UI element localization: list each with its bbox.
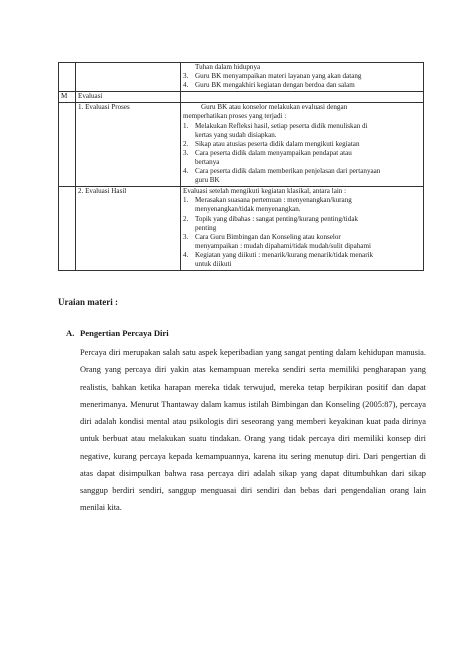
list-item	[183, 215, 421, 233]
list-item-text: Topik yang dibahas : sangat penting/kurang penting/tidak penting	[195, 214, 359, 232]
closing-steps-cell	[181, 63, 424, 92]
evaluasi-proses-cell	[181, 103, 424, 187]
row-label: 2. Evaluasi Hasil	[78, 187, 127, 196]
list-item	[183, 122, 421, 140]
list-item	[183, 196, 421, 214]
table-row	[59, 103, 424, 187]
list-item-text: Guru BK mengakhiri kegiatan dengan berdoa dan salam	[195, 81, 355, 90]
list-item-text: Sikap atau atusias peserta didik dalam mengikuti kegiatan	[195, 139, 360, 148]
table-row	[59, 63, 424, 92]
section-title: Evaluasi	[76, 92, 181, 103]
list-item-text: Guru BK menyampaikan materi layanan yang akan datang	[195, 72, 362, 81]
list-item	[183, 233, 421, 251]
table-cell	[59, 103, 76, 187]
table-row	[59, 92, 424, 103]
list-number: 1.	[183, 121, 189, 130]
uraian-materi-heading: Uraian materi :	[58, 297, 118, 307]
list-item-text: Cara peserta didik dalam menyampaikan pendapat atau bertanya	[195, 148, 352, 166]
list-number: 2.	[183, 214, 189, 223]
body-paragraph: Percaya diri merupakan salah satu aspek keperibadian yang sangat penting dalam kehidupan manusia. Orang yang percaya diri yakin atas kemampuan mereka sendiri serta memiliki pengharapan yang realistis, bahkan ketika harapan mereka tidak terwujud, mereka tetap berpikiran positif dan dapat menerimanya. Menurut Thantaway dalam kamus istilah Bimbingan dan Konseling (2005:87), percaya diri adalah kondisi mental atau psikologis diri seseorang yang memberi keyakinan kuat pada dirinya untuk berbuat atau melakukan suatu tindakan. Orang yang tidak percaya diri memiliki konsep diri negative, kurang percaya kepada kemampuannya, karena itu sering menutup diri. Dari pengertian di atas dapat disimpulkan bahwa rasa percaya diri adalah sikap yang dapat ditumbuhkan dari sikap sanggup berdiri sendiri, sanggup menguasai diri sendiri dan bebas dari pengendalian orang lain menilai kita.	[80, 348, 426, 513]
list-number: 3.	[183, 148, 189, 157]
subsection-title: Pengertian Percaya Diri	[80, 328, 169, 338]
table-cell	[59, 63, 76, 92]
section-letter: M	[59, 92, 76, 103]
subsection-heading	[66, 328, 169, 338]
table-cell	[181, 92, 424, 103]
intro-line: Evaluasi setelah mengikuti kegiatan klasikal, antara lain :	[183, 187, 347, 196]
list-number: 3.	[183, 232, 189, 241]
list-item-text: Cara peserta didik dalam memberikan penjelasan dari pertanyaan guru BK	[195, 167, 381, 185]
list-item	[183, 63, 421, 72]
table-cell	[76, 63, 181, 92]
list-item-text: Tuhan dalam hidupnya	[195, 63, 261, 71]
list-number: 1.	[183, 196, 189, 205]
list-item-text: Kegiatan yang diikuti : menarik/kurang menarik/tidak menarik untuk diikuti	[195, 250, 374, 268]
list-item-text: Merasakan suasana pertemuan : menyenangkan/kurang menyenangkan/tidak menyenangkan.	[195, 196, 352, 214]
list-number: 4.	[183, 167, 189, 176]
subsection-letter: A.	[66, 328, 75, 338]
list-item-text: Melakukan Refleksi hasil, setiap peserta didik menuliskan di kertas yang sudah disiapkan.	[195, 121, 368, 139]
list-number: 3.	[183, 72, 189, 81]
list-item	[183, 149, 421, 167]
evaluasi-proses-label	[76, 103, 181, 187]
intro-line: memperhatikan proses yang terjadi :	[183, 112, 287, 121]
list-number: 2.	[183, 139, 189, 148]
list-item	[183, 167, 421, 185]
list-number: 4.	[183, 81, 189, 90]
list-item	[183, 251, 421, 269]
evaluasi-hasil-label	[76, 187, 181, 271]
table-cell	[59, 187, 76, 271]
row-label: 1. Evaluasi Proses	[78, 103, 130, 112]
table-row	[59, 187, 424, 271]
evaluation-table	[58, 62, 424, 271]
intro-line: Guru BK atau konselor melakukan evaluasi dengan	[201, 103, 348, 112]
list-item	[183, 140, 421, 149]
evaluasi-hasil-cell	[181, 187, 424, 271]
list-item	[183, 72, 421, 81]
list-item	[183, 81, 421, 90]
list-item-text: Cara Guru Bimbingan dan Konseling atau konselor menyampaikan : mudah dipahami/tidak mudah/sulit dipahami	[195, 232, 371, 250]
list-number: 4.	[183, 250, 189, 259]
